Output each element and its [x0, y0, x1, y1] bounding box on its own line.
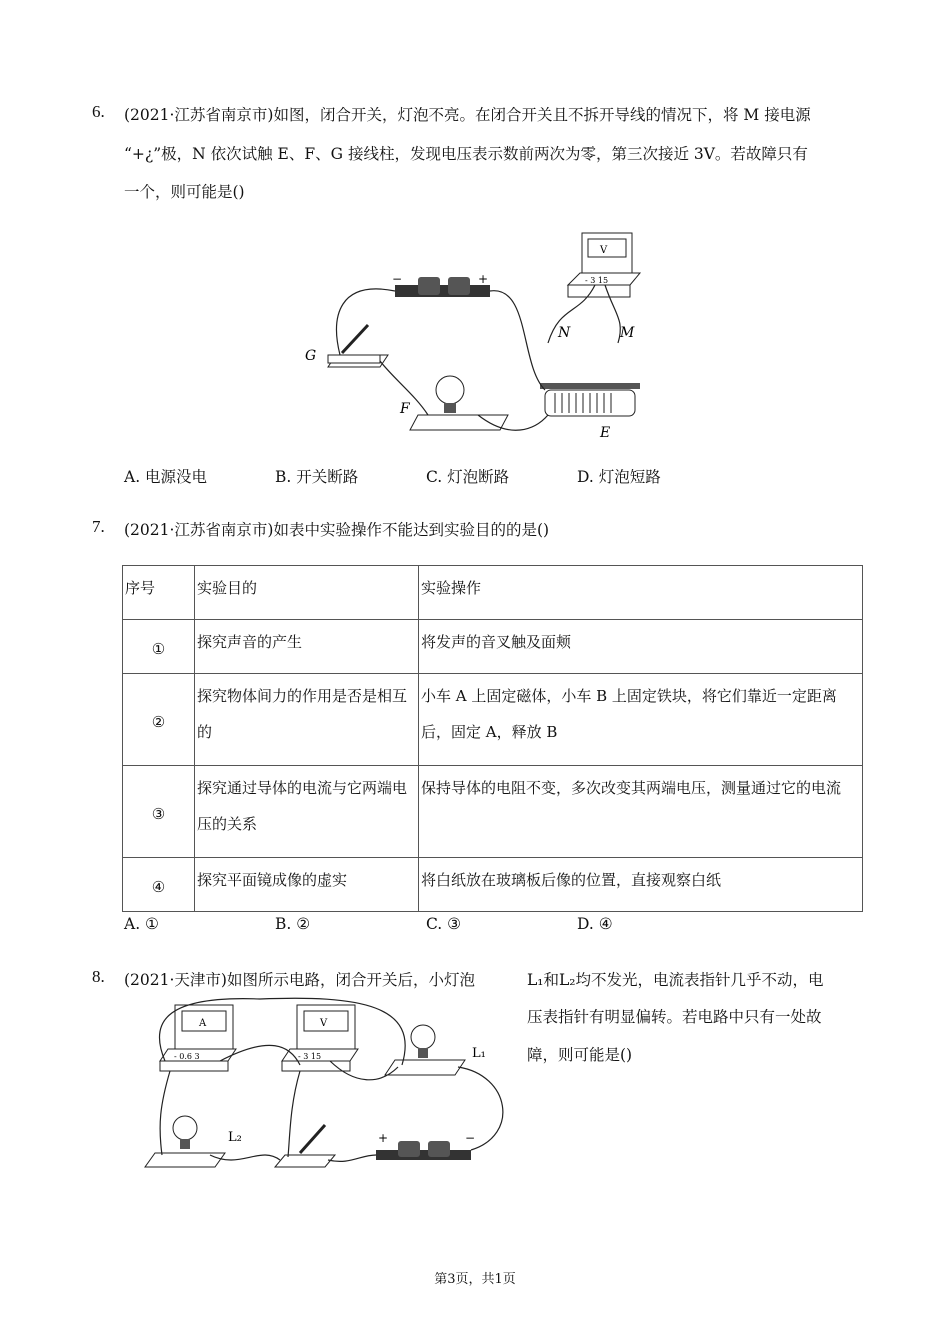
row-goal: 探究物体间力的作用是否是相互的	[195, 674, 419, 766]
header-operation: 实验操作	[419, 566, 863, 620]
header-index: 序号	[123, 566, 195, 620]
q6-option-a[interactable]: A. 电源没电	[124, 468, 208, 486]
ammeter-label: A	[199, 1018, 207, 1029]
voltmeter-label: V	[600, 245, 608, 256]
row-goal: 探究通过导体的电流与它两端电压的关系	[195, 766, 419, 858]
q6-circuit-figure	[300, 225, 660, 445]
voltmeter-label: V	[320, 1018, 328, 1029]
q8-stem-right3: 障，则可能是()	[527, 1046, 633, 1064]
row-index: ④	[123, 858, 195, 912]
q7-option-b[interactable]: B. ②	[275, 915, 311, 933]
row-operation: 小车 A 上固定磁体，小车 B 上固定铁块，将它们靠近一定距离后，固定 A，释放 B	[419, 674, 863, 766]
header-goal: 实验目的	[195, 566, 419, 620]
battery-plus-label: +	[478, 272, 489, 286]
probe-n-label: N	[558, 325, 571, 341]
table-header-row	[123, 566, 863, 620]
voltmeter-scale: - 3 15	[585, 276, 609, 285]
battery-minus-label: −	[465, 1131, 476, 1145]
row-operation: 将发声的音叉触及面颊	[419, 620, 863, 674]
row-index: ②	[123, 674, 195, 766]
q7-stem: (2021·江苏省南京市)如表中实验操作不能达到实验目的的是()	[124, 521, 550, 539]
q8-number: 8.	[92, 967, 105, 986]
page-footer: 第3页，共1页	[434, 1272, 516, 1287]
q7-option-c[interactable]: C. ③	[426, 915, 462, 933]
q7-number: 7.	[92, 517, 105, 536]
table-row	[123, 766, 863, 858]
ammeter-scale: - 0.6 3	[174, 1052, 200, 1061]
q7-experiment-table	[122, 565, 863, 912]
battery-minus-label: −	[392, 272, 403, 286]
terminal-e-label: E	[600, 425, 611, 441]
q6-stem-line3: 一个，则可能是()	[124, 183, 245, 201]
table-row	[123, 674, 863, 766]
row-goal: 探究声音的产生	[195, 620, 419, 674]
q6-stem-line1: (2021·江苏省南京市)如图，闭合开关，灯泡不亮。在闭合开关且不拆开导线的情况下，将 M 接电源	[124, 106, 811, 124]
q6-stem-line2: “+¿”极，N 依次试触 E、F、G 接线柱，发现电压表示数前两次为零，第三次接近 3V。若故障只有	[124, 145, 808, 163]
voltmeter-scale: - 3 15	[298, 1052, 322, 1061]
battery-plus-label: +	[378, 1131, 389, 1145]
q6-option-d[interactable]: D. 灯泡短路	[577, 468, 661, 486]
bulb-l1-label: L₁	[472, 1046, 486, 1061]
terminal-f-label: F	[400, 401, 410, 417]
row-index: ③	[123, 766, 195, 858]
q8-stem-right1: L₁和L₂均不发光，电流表指针几乎不动，电	[527, 971, 824, 989]
row-goal: 探究平面镜成像的虚实	[195, 858, 419, 912]
probe-m-label: M	[620, 325, 635, 341]
q6-option-c[interactable]: C. 灯泡断路	[426, 468, 510, 486]
q8-stem-left: (2021·天津市)如图所示电路，闭合开关后，小灯泡	[124, 971, 475, 989]
q6-option-b[interactable]: B. 开关断路	[275, 468, 359, 486]
row-operation: 保持导体的电阻不变，多次改变其两端电压，测量通过它的电流	[419, 766, 863, 858]
q6-number: 6.	[92, 102, 105, 121]
row-index: ①	[123, 620, 195, 674]
q8-stem-right2: 压表指针有明显偏转。若电路中只有一处故	[527, 1008, 822, 1026]
row-operation: 将白纸放在玻璃板后像的位置，直接观察白纸	[419, 858, 863, 912]
table-row	[123, 620, 863, 674]
q7-option-a[interactable]: A. ①	[124, 915, 159, 933]
table-row	[123, 858, 863, 912]
bulb-l2-label: L₂	[228, 1130, 242, 1145]
q7-option-d[interactable]: D. ④	[577, 915, 613, 933]
q8-circuit-figure	[140, 995, 525, 1175]
terminal-g-label: G	[305, 348, 317, 364]
